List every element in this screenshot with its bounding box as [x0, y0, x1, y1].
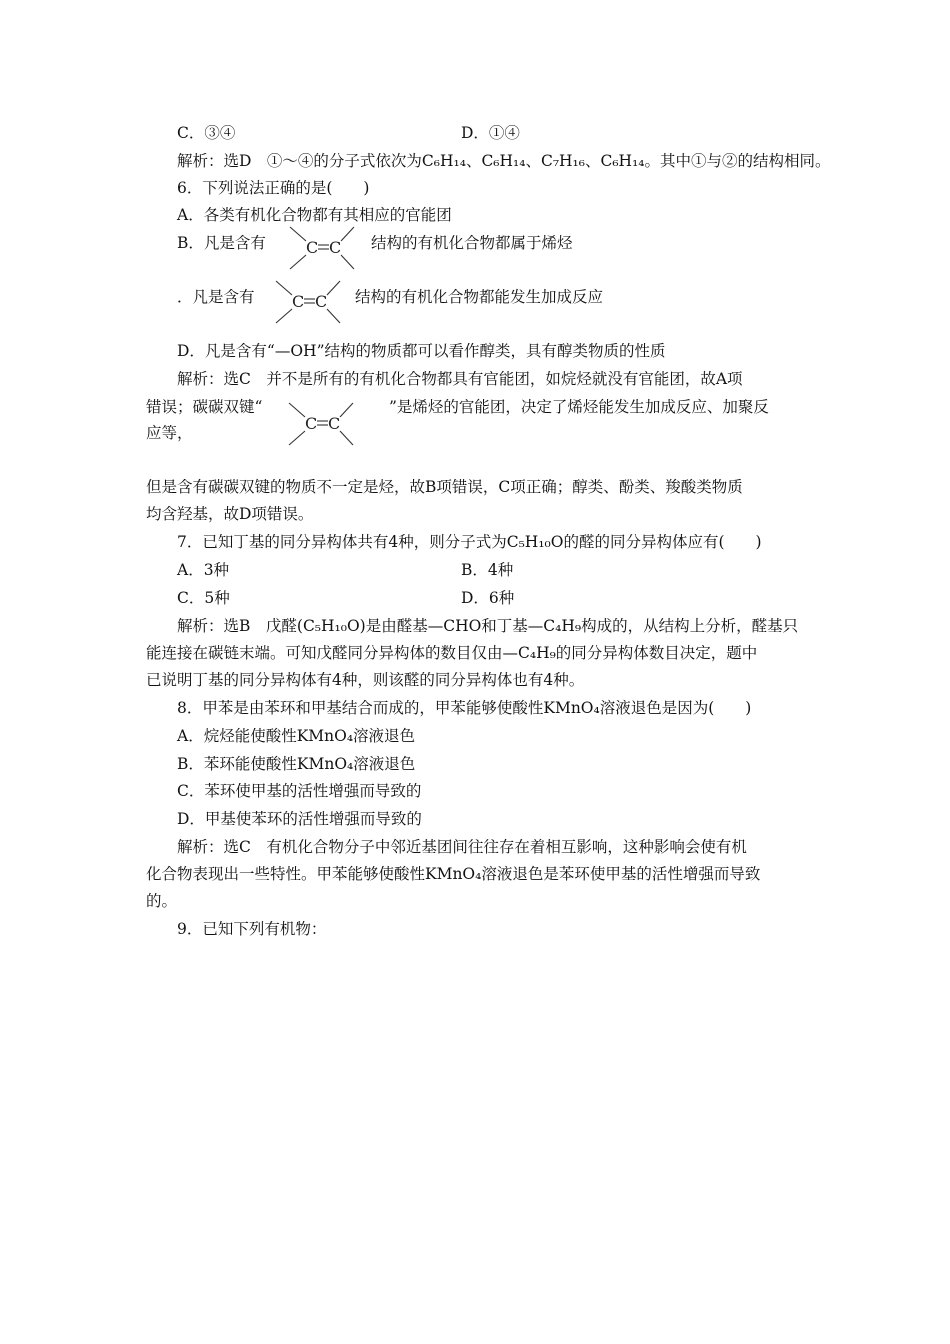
double-bond-structure-analysis — [286, 400, 356, 448]
q7-option-d: D．6种 — [461, 589, 515, 607]
carbon-atom: C — [329, 238, 342, 257]
q8-option-d: D．甲基使苯环的活性增强而导致的 — [177, 810, 422, 828]
q8-analysis-line-3: 的。 — [146, 892, 178, 910]
q7-analysis-line-1: 解析：选B 戊醛(C₅H₁₀O)是由醛基—CHO和丁基—C₄H₉构成的，从结构上分析，醛基只 — [177, 617, 799, 635]
q5-option-c: C．③④ — [177, 124, 236, 142]
q6-stem: 6．下列说法正确的是( ) — [177, 179, 370, 197]
q8-option-c: C．苯环使甲基的活性增强而导致的 — [177, 782, 422, 800]
q8-analysis-line-1: 解析：选C 有机化合物分子中邻近基团间往往存在着相互影响，这种影响会使有机 — [177, 838, 747, 856]
q8-analysis-line-2: 化合物表现出一些特性。甲苯能够使酸性KMnO₄溶液退色是苯环使甲基的活性增强而导致 — [146, 865, 761, 883]
q6-analysis-line-4: 但是含有碳碳双键的物质不一定是烃，故B项错误，C项正确；醇类、酚类、羧酸类物质 — [146, 478, 743, 496]
q7-option-c: C．5种 — [177, 589, 230, 607]
carbon-atom: C — [306, 238, 319, 257]
q6-analysis-line-5: 均含羟基，故D项错误。 — [146, 505, 314, 523]
carbon-atom: C — [305, 414, 318, 433]
q5-analysis: 解析：选D ①～④的分子式依次为C₆H₁₄、C₆H₁₄、C₇H₁₆、C₆H₁₄。其中①与②的结构相同。 — [177, 152, 831, 170]
q9-stem: 9．已知下列有机物： — [177, 920, 327, 938]
q7-analysis-line-2: 能连接在碳链末端。可知戊醛同分异构体的数目仅由—C₄H₉的同分异构体数目决定，题中 — [146, 644, 758, 662]
carbon-atom: C — [328, 414, 341, 433]
q6-analysis-line-3: 应等， — [146, 424, 193, 442]
q7-stem: 7．已知丁基的同分异构体共有4种，则分子式为C₅H₁₀O的醛的同分异构体应有( ) — [177, 533, 762, 551]
q6-option-d: D．凡是含有“—OH”结构的物质都可以看作醇类，具有醇类物质的性质 — [177, 342, 666, 360]
carbon-atom: C — [315, 292, 328, 311]
q6-option-b-prefix: B．凡是含有 — [177, 234, 266, 252]
q7-option-b: B．4种 — [461, 561, 514, 579]
q8-option-b: B．苯环能使酸性KMnO₄溶液退色 — [177, 755, 416, 773]
q7-analysis-line-3: 已说明丁基的同分异构体有4种，则该醛的同分异构体也有4种。 — [146, 671, 585, 689]
carbon-atom: C — [292, 292, 305, 311]
q5-option-d: D．①④ — [461, 124, 520, 142]
q6-option-b-suffix: 结构的有机化合物都属于烯烃 — [371, 234, 573, 252]
q7-option-a: A．3种 — [177, 561, 230, 579]
q6-analysis-line-2-prefix: 错误；碳碳双键“ — [146, 398, 263, 416]
q8-option-a: A．烷烃能使酸性KMnO₄溶液退色 — [177, 727, 416, 745]
q6-analysis-line-2-suffix: ”是烯烃的官能团，决定了烯烃能发生加成反应、加聚反 — [389, 398, 769, 416]
q8-stem: 8．甲苯是由苯环和甲基结合而成的，甲苯能够使酸性KMnO₄溶液退色是因为( ) — [177, 699, 752, 717]
q6-option-c-prefix: ．凡是含有 — [177, 288, 255, 306]
q6-option-c-suffix: 结构的有机化合物都能发生加成反应 — [355, 288, 604, 306]
double-bond-structure-b — [287, 224, 357, 272]
q6-option-a: A．各类有机化合物都有其相应的官能团 — [177, 206, 452, 224]
q6-analysis-line-1: 解析：选C 并不是所有的有机化合物都具有官能团，如烷烃就没有官能团，故A项 — [177, 370, 743, 388]
double-bond-structure-c — [273, 278, 343, 326]
